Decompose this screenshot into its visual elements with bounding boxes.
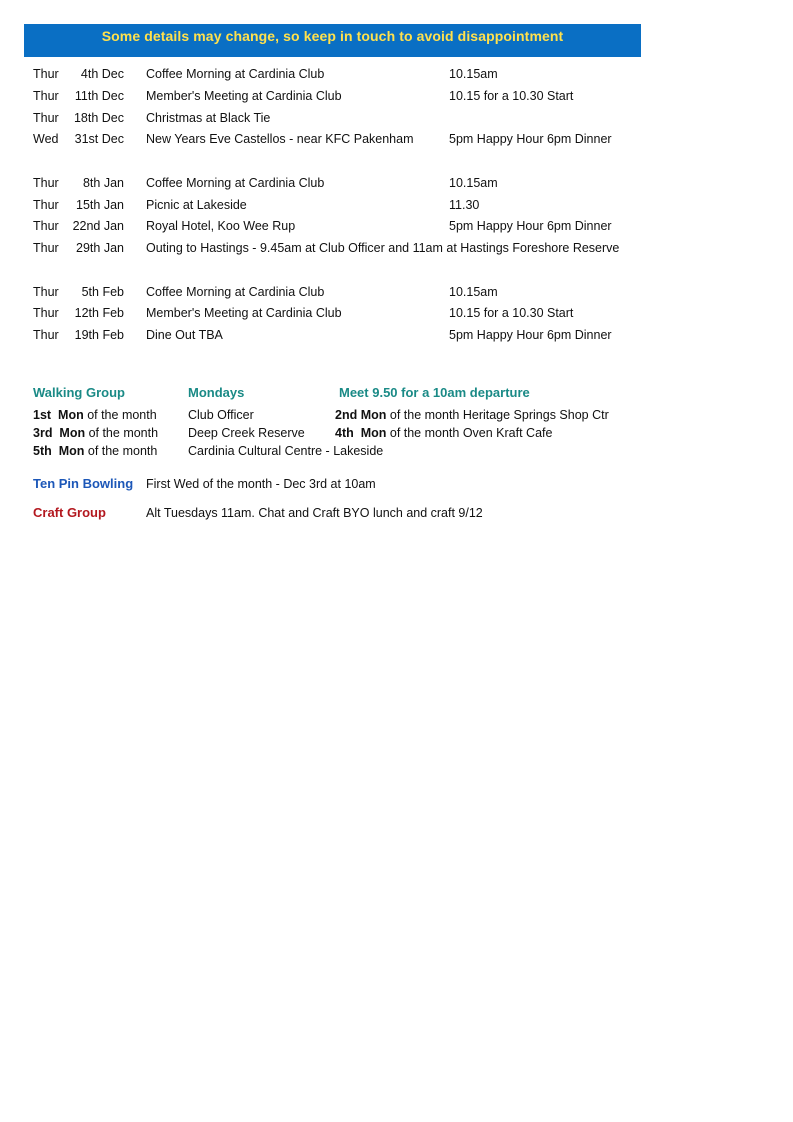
- event-title: Coffee Morning at Cardinia Club: [146, 176, 325, 190]
- walking-of-month: of the month: [84, 444, 158, 458]
- event-day: Thur: [33, 111, 59, 125]
- event-day: Thur: [33, 285, 59, 299]
- walking-place: Cardinia Cultural Centre - Lakeside: [188, 444, 384, 458]
- walking-left-schedule: [33, 442, 157, 460]
- bowling-text: First Wed of the month - Dec 3rd at 10am: [146, 477, 376, 491]
- event-date: 19th Feb: [74, 328, 124, 342]
- walking-right-detail: of the month Oven Kraft Cafe: [386, 426, 553, 440]
- walking-of-month: of the month: [85, 426, 159, 440]
- event-day: Thur: [33, 306, 59, 320]
- event-title: Christmas at Black Tie: [146, 111, 271, 125]
- walking-mon: Mon: [58, 408, 84, 422]
- walking-left-schedule: [33, 424, 158, 442]
- walking-right-schedule: [335, 406, 609, 424]
- event-date: 4th Dec: [80, 67, 124, 81]
- event-time: 10.15 for a 10.30 Start: [449, 89, 574, 103]
- walking-mon: Mon: [360, 426, 387, 440]
- event-title: Coffee Morning at Cardinia Club: [146, 285, 325, 299]
- walking-right-detail: of the month Heritage Springs Shop Ctr: [386, 408, 609, 422]
- walking-ordinal: 4th: [335, 426, 354, 440]
- event-date: 8th Jan: [82, 176, 124, 190]
- walking-of-month: of the month: [83, 408, 157, 422]
- walking-ordinal: 5th: [33, 444, 52, 458]
- craft-text: Alt Tuesdays 11am. Chat and Craft BYO lunch and craft 9/12: [146, 506, 483, 520]
- event-day: Thur: [33, 241, 59, 255]
- event-date: 29th Jan: [76, 241, 124, 255]
- event-date: 22nd Jan: [72, 219, 124, 233]
- walking-ordinal: 3rd: [33, 426, 53, 440]
- event-day: Thur: [33, 328, 59, 342]
- event-day: Thur: [33, 67, 59, 81]
- walking-left-schedule: [33, 406, 157, 424]
- event-time: 10.15am: [449, 67, 498, 81]
- event-time: 5pm Happy Hour 6pm Dinner: [449, 132, 612, 146]
- event-date: 31st Dec: [74, 132, 124, 146]
- bowling-title: Ten Pin Bowling: [33, 476, 134, 491]
- walking-group-meet: Meet 9.50 for a 10am departure: [339, 385, 530, 400]
- event-date: 5th Feb: [81, 285, 124, 299]
- event-time: 10.15am: [449, 176, 498, 190]
- walking-group-title: Walking Group: [33, 385, 125, 400]
- event-date: 18th Dec: [73, 111, 124, 125]
- walking-right-schedule: [335, 424, 552, 442]
- event-day: Thur: [33, 219, 59, 233]
- event-time: 11.30: [449, 198, 480, 212]
- event-title: Coffee Morning at Cardinia Club: [146, 67, 325, 81]
- walking-group-day: Mondays: [188, 385, 245, 400]
- event-day: Wed: [33, 132, 59, 146]
- event-date: 12th Feb: [74, 306, 124, 320]
- event-date: 15th Jan: [76, 198, 124, 212]
- event-title: Dine Out TBA: [146, 328, 223, 342]
- craft-title: Craft Group: [33, 505, 106, 520]
- event-title: Picnic at Lakeside: [146, 198, 247, 212]
- walking-mon: Mon: [58, 444, 85, 458]
- event-day: Thur: [33, 176, 59, 190]
- event-day: Thur: [33, 198, 59, 212]
- walking-place: Club Officer: [188, 408, 254, 422]
- notice-banner: Some details may change, so keep in touch to avoid disappointment: [24, 24, 641, 57]
- walking-place: Deep Creek Reserve: [188, 426, 305, 440]
- event-time: 10.15 for a 10.30 Start: [449, 306, 574, 320]
- event-time: 5pm Happy Hour 6pm Dinner: [449, 328, 612, 342]
- event-time: 10.15am: [449, 285, 498, 299]
- event-time: 5pm Happy Hour 6pm Dinner: [449, 219, 612, 233]
- walking-ordinal: 2nd: [335, 408, 358, 422]
- event-title: New Years Eve Castellos - near KFC Pakenham: [146, 132, 414, 146]
- event-date: 11th Dec: [74, 89, 124, 103]
- walking-ordinal: 1st: [33, 408, 52, 422]
- event-title: Member's Meeting at Cardinia Club: [146, 89, 342, 103]
- event-title: Member's Meeting at Cardinia Club: [146, 306, 342, 320]
- walking-mon: Mon: [360, 408, 387, 422]
- event-title: Royal Hotel, Koo Wee Rup: [146, 219, 296, 233]
- event-title: Outing to Hastings - 9.45am at Club Officer and 11am at Hastings Foreshore Reserve: [146, 241, 620, 255]
- walking-mon: Mon: [59, 426, 86, 440]
- event-day: Thur: [33, 89, 59, 103]
